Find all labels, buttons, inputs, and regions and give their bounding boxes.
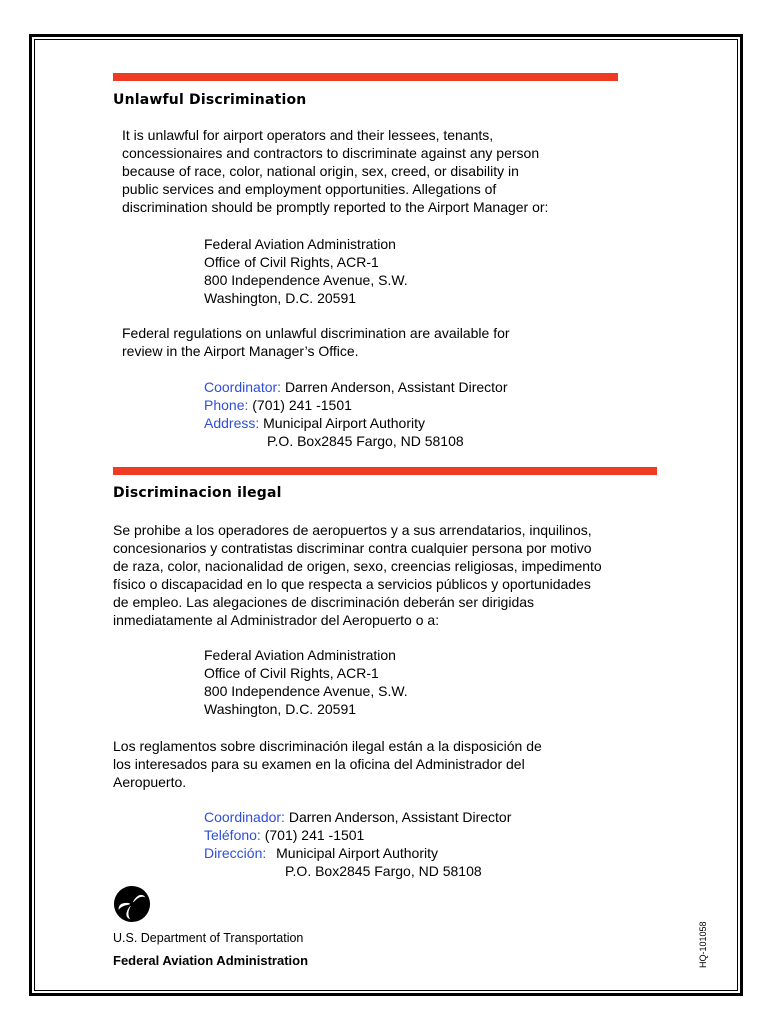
- text-line: de raza, color, nacionalidad de origen, sexo, creencias religiosas, impedimento: [113, 558, 602, 574]
- dot-triskelion-logo-icon: [113, 885, 151, 923]
- text-line: físico o discapacidad en lo que respecta a servicios públicos y oportunidades: [113, 576, 591, 592]
- phone-value: (701) 241 -1501: [252, 397, 352, 413]
- address-value: P.O. Box2845 Fargo, ND 58108: [267, 433, 464, 449]
- heading-english: Unlawful Discrimination: [113, 92, 307, 108]
- address-row-english-2: [267, 432, 464, 450]
- intro-paragraph-spanish: [113, 521, 602, 629]
- text-line: Federal regulations on unlawful discrimination are available for: [122, 325, 510, 341]
- dot-department-name: U.S. Department of Transportation: [113, 931, 304, 945]
- regulations-paragraph-english: [122, 324, 510, 360]
- text-line: public services and employment opportunities. Allegations of: [122, 181, 497, 197]
- phone-row-spanish: [204, 826, 364, 844]
- address-label: Dirección:: [204, 845, 267, 861]
- address-line: Washington, D.C. 20591: [204, 290, 357, 306]
- text-line: Se prohibe a los operadores de aeropuertos y a sus arrendatarios, inquilinos,: [113, 522, 592, 538]
- faa-address-english: [204, 235, 408, 307]
- coordinator-row-english: [204, 378, 507, 396]
- address-line: Federal Aviation Administration: [204, 236, 396, 252]
- text-line: Los reglamentos sobre discriminación ilegal están a la disposición de: [113, 738, 542, 754]
- section-rule-spanish: [113, 467, 657, 475]
- form-code: HQ-101058: [698, 921, 708, 968]
- address-line: 800 Independence Avenue, S.W.: [204, 683, 408, 699]
- address-line: Washington, D.C. 20591: [204, 701, 357, 717]
- address-row-spanish: [204, 844, 438, 862]
- address-row-english: [204, 414, 425, 432]
- address-value: P.O. Box2845 Fargo, ND 58108: [285, 863, 482, 879]
- phone-row-english: [204, 396, 352, 414]
- text-line: concesionarios y contratistas discriminar contra cualquier persona por motivo: [113, 540, 592, 556]
- faa-agency-name: Federal Aviation Administration: [113, 953, 309, 968]
- address-line: Federal Aviation Administration: [204, 647, 396, 663]
- phone-value: (701) 241 -1501: [264, 827, 365, 843]
- intro-paragraph-english: [122, 126, 548, 216]
- coordinator-label: Coordinador:: [204, 809, 285, 825]
- coordinator-value: Darren Anderson, Assistant Director: [284, 379, 508, 395]
- heading-spanish: Discriminacion ilegal: [113, 485, 282, 501]
- faa-address-spanish: [204, 646, 408, 718]
- address-value: Municipal Airport Authority: [276, 845, 438, 861]
- coordinator-value: Darren Anderson, Assistant Director: [288, 809, 512, 825]
- text-line: inmediatamente al Administrador del Aeropuerto o a:: [113, 612, 440, 628]
- coordinator-row-spanish: [204, 808, 511, 826]
- regulations-paragraph-spanish: [113, 737, 542, 791]
- text-line: It is unlawful for airport operators and their lessees, tenants,: [122, 127, 494, 143]
- coordinator-label: Coordinator:: [204, 379, 282, 395]
- address-value: Municipal Airport Authority: [263, 415, 425, 431]
- text-line: review in the Airport Manager’s Office.: [122, 343, 359, 359]
- text-line: because of race, color, national origin, sex, creed, or disability in: [122, 163, 519, 179]
- text-line: de empleo. Las alegaciones de discriminación deberán ser dirigidas: [113, 594, 535, 610]
- text-line: discrimination should be promptly reported to the Airport Manager or:: [122, 199, 549, 215]
- text-line: concessionaires and contractors to discriminate against any person: [122, 145, 540, 161]
- phone-label: Teléfono:: [204, 827, 261, 843]
- address-line: Office of Civil Rights, ACR-1: [204, 665, 379, 681]
- address-line: Office of Civil Rights, ACR-1: [204, 254, 379, 270]
- text-line: los interesados para su examen en la oficina del Administrador del: [113, 756, 525, 772]
- text-line: Aeropuerto.: [113, 774, 187, 790]
- address-row-spanish-2: [285, 862, 482, 880]
- section-rule-english: [113, 73, 618, 81]
- address-line: 800 Independence Avenue, S.W.: [204, 272, 408, 288]
- address-label: Address:: [204, 415, 260, 431]
- phone-label: Phone:: [204, 397, 249, 413]
